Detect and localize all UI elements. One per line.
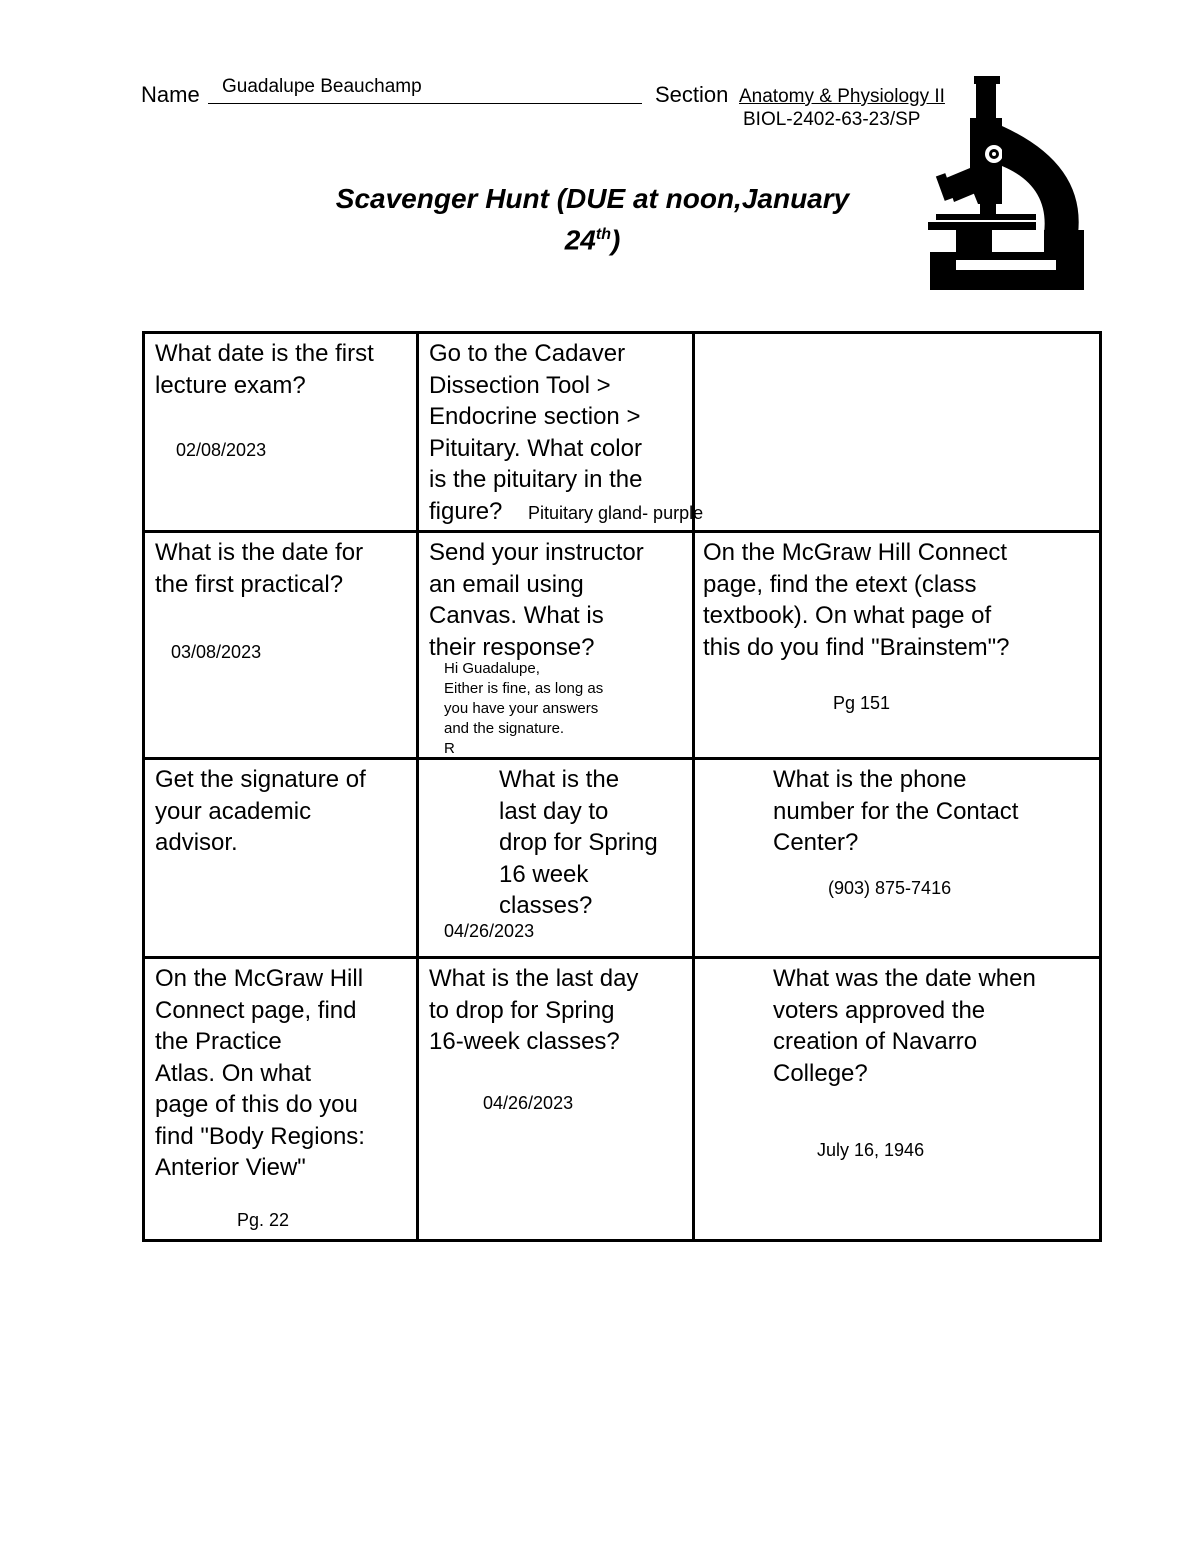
cell-r2c1 (145, 533, 419, 760)
answer-text: Pg. 22 (237, 1210, 290, 1230)
title-close-paren: ) (610, 224, 621, 256)
name-label: Name (141, 82, 200, 107)
question-text: What was the date when voters approved the creation of Navarro College? (773, 965, 1036, 1087)
cell-r3c1 (145, 760, 419, 959)
section-value: Anatomy & Physiology II (739, 86, 945, 107)
cell-r1c2 (419, 334, 704, 533)
section-label: Section (655, 82, 729, 107)
name-value: Guadalupe Beauchamp (222, 76, 422, 97)
question-text: What is the phone number for the Contact Center? (773, 766, 1019, 856)
microscope-icon (926, 74, 1088, 294)
question-text: On the McGraw Hill Connect page, find the Practice Atlas. On what page of this do you find "Body Regions: Anterior View" (155, 965, 365, 1181)
cell-r4c2 (419, 959, 695, 1239)
name-underline (208, 103, 642, 104)
cell-r2c3 (695, 533, 1099, 760)
scavenger-hunt-grid (142, 331, 1102, 1242)
page-title (290, 181, 895, 258)
question-text: Send your instructor an email using Canvas. What is their response? (429, 539, 644, 661)
question-text: What is the date for the first practical? (155, 539, 364, 598)
answer-text: 04/26/2023 (483, 1093, 574, 1113)
answer-text: Hi Guadalupe, Either is fine, as long as you have your answers and the signature. R (444, 660, 604, 757)
cell-r4c1 (145, 959, 419, 1239)
answer-text: 03/08/2023 (171, 642, 262, 662)
cell-r4c3 (695, 959, 1099, 1239)
cell-r3c3 (695, 760, 1099, 959)
answer-text: 04/26/2023 (444, 921, 535, 941)
answer-text: Pituitary gland- purple (528, 503, 704, 523)
title-date: 24 (564, 224, 596, 256)
answer-text: July 16, 1946 (817, 1140, 925, 1160)
section-code: BIOL-2402-63-23/SP (743, 109, 921, 130)
cell-r2c2 (419, 533, 695, 760)
question-text: Get the signature of your academic advisor. (155, 766, 366, 856)
question-text: On the McGraw Hill Connect page, find the etext (class textbook). On what page of this do you find "Brainstem"? (703, 539, 1010, 661)
answer-text: 02/08/2023 (176, 440, 267, 460)
answer-text: (903) 875-7416 (828, 878, 952, 898)
question-text: What date is the first lecture exam? (155, 340, 374, 399)
title-line-2 (290, 217, 895, 258)
question-text: Go to the Cadaver Dissection Tool > Endocrine section > Pituitary. What color is the pituitary in the figure? (429, 340, 643, 525)
question-text: What is the last day to drop for Spring 16 week classes? (499, 766, 658, 919)
cell-r1c3 (695, 334, 1099, 533)
cell-r1c1 (145, 334, 419, 533)
title-date-suffix: th (595, 226, 611, 243)
answer-text: Pg 151 (833, 693, 891, 713)
question-text: What is the last day to drop for Spring 16-week classes? (429, 965, 639, 1055)
cell-r3c2 (419, 760, 695, 959)
title-line-1: Scavenger Hunt (DUE at noon,January (335, 183, 850, 214)
